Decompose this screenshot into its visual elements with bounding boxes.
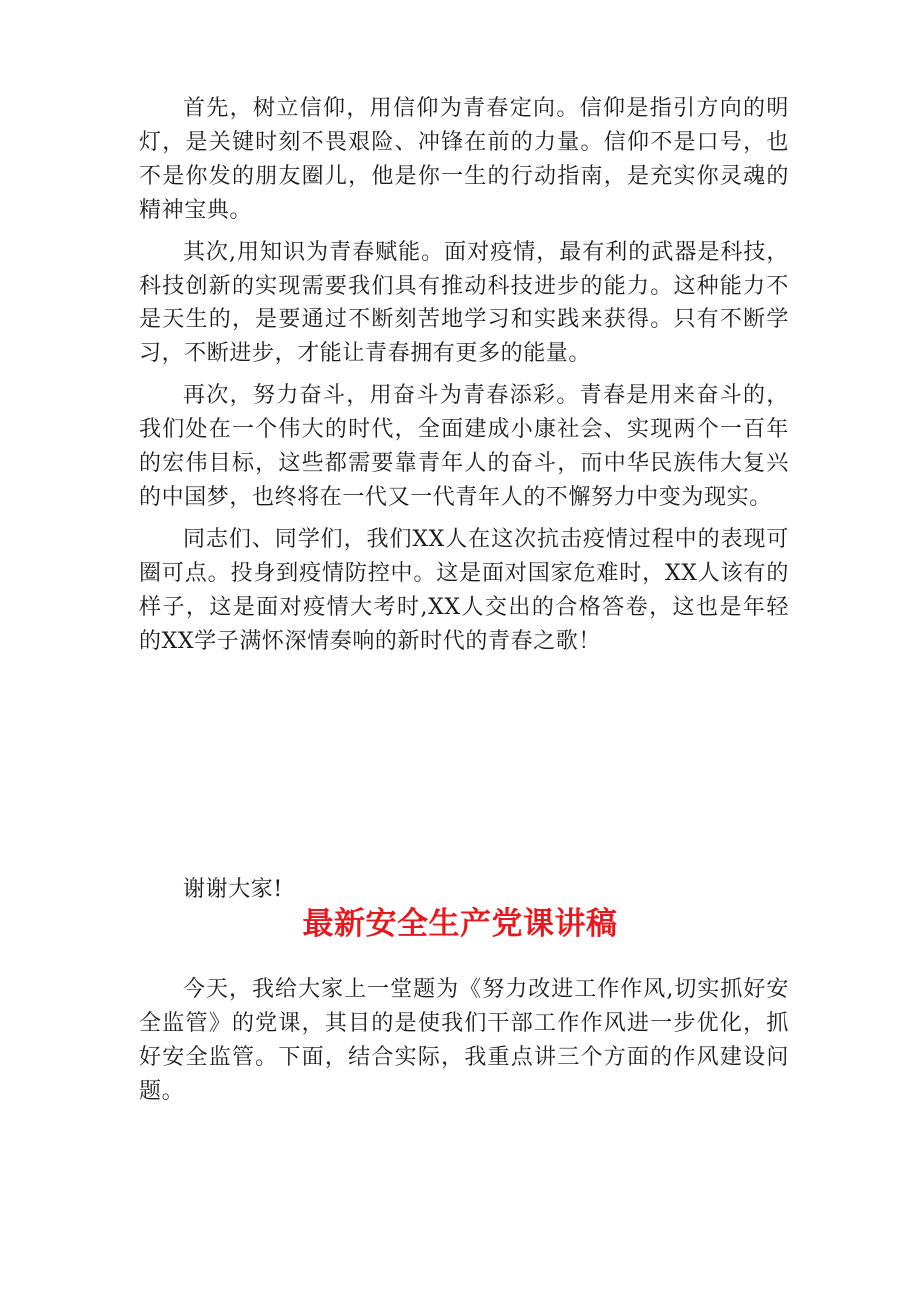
paragraph-struggle: 再次，努力奋斗，用奋斗为青春添彩。青春是用来奋斗的，我们处在一个伟大的时代，全面建成小康社会、实现两个一百年的宏伟目标，这些都需要靠青年人的奋斗，而中华民族伟大复兴的中国梦，也终将在一代又一代青年人的不懈努力中变为现实。 xyxy=(139,383,789,510)
body-section xyxy=(139,92,789,659)
document-heading: 最新安全生产党课讲稿 xyxy=(302,906,618,942)
closing-thanks: 谢谢大家! xyxy=(183,877,283,902)
paragraph-comrades: 同志们、同学们，我们XX人在这次抗击疫情过程中的表现可圈可点。投身到疫情防控中。这是面对国家危难时，XX人该有的样子，这是面对疫情大考时,XX人交出的合格答卷，这也是年轻的XX学子满怀深情奏响的新时代的青春之歌！ xyxy=(139,526,789,654)
paragraph-belief: 首先，树立信仰，用信仰为青春定向。信仰是指引方向的明灯，是关键时刻不畏艰险、冲锋在前的力量。信仰不是口号，也不是你发的朋友圈儿，他是你一生的行动指南，是充实你灵魂的精神宝典。 xyxy=(139,96,789,223)
paragraph-knowledge: 其次,用知识为青春赋能。面对疫情，最有利的武器是科技，科技创新的实现需要我们具有推动科技进步的能力。这种能力不是天生的，是要通过不断刻苦地学习和实践来获得。只有不断学习，不断进步，才能让青春拥有更多的能量。 xyxy=(139,239,789,367)
paragraph-intro: 今天，我给大家上一堂题为《努力改进工作作风,切实抓好安全监管》的党课，其目的是使我们干部工作作风进一步优化，抓好安全监管。下面，结合实际，我重点讲三个方面的作风建设问题。 xyxy=(139,977,789,1104)
intro-section xyxy=(139,973,789,1109)
